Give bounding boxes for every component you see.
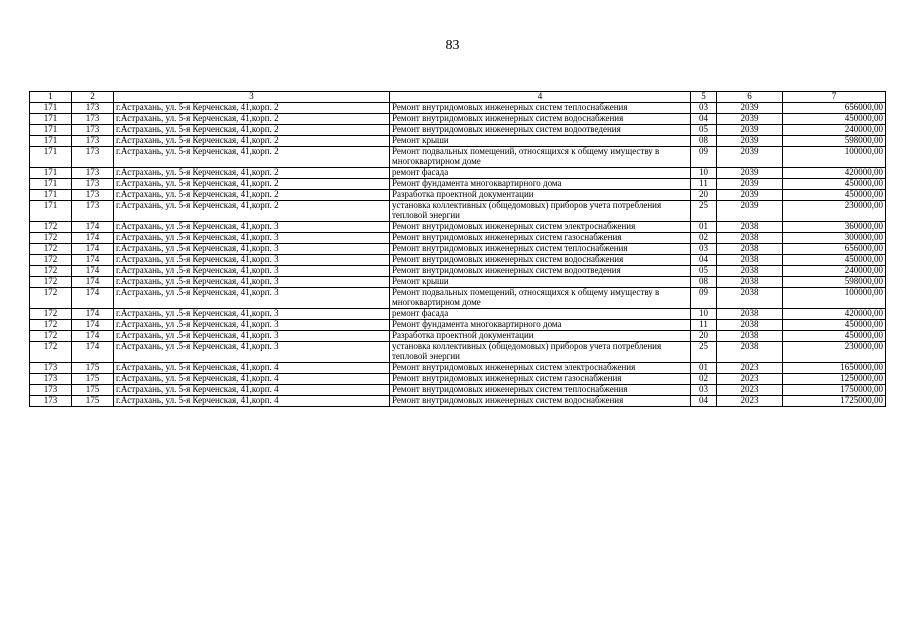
cell-work-code: 01: [691, 222, 717, 233]
header-cell-3: 3: [114, 92, 390, 103]
cell-year: 2038: [717, 266, 783, 277]
cell-work-type: установка коллективных (общедомовых) приборов учета потребления тепловой энергии: [390, 342, 691, 363]
cell-row-number: 173: [30, 396, 72, 407]
cell-address: г.Астрахань, ул .5-я Керченская, 41,корп. 3: [114, 288, 390, 309]
cell-work-code: 05: [691, 266, 717, 277]
cell-cost: 240000,00: [783, 125, 886, 136]
cell-house-number: 174: [72, 266, 114, 277]
cell-work-code: 10: [691, 168, 717, 179]
cell-cost: 450000,00: [783, 179, 886, 190]
cell-cost: 100000,00: [783, 288, 886, 309]
cell-address: г.Астрахань, ул .5-я Керченская, 41,корп. 3: [114, 255, 390, 266]
table-row: [30, 288, 886, 309]
cell-address: г.Астрахань, ул. 5-я Керченская, 41,корп. 4: [114, 374, 390, 385]
cell-house-number: 174: [72, 244, 114, 255]
cell-work-code: 05: [691, 125, 717, 136]
cell-house-number: 173: [72, 125, 114, 136]
cell-cost: 420000,00: [783, 168, 886, 179]
cell-row-number: 171: [30, 103, 72, 114]
cell-house-number: 173: [72, 136, 114, 147]
cell-house-number: 173: [72, 201, 114, 222]
cell-address: г.Астрахань, ул .5-я Керченская, 41,корп. 3: [114, 244, 390, 255]
cell-row-number: 173: [30, 374, 72, 385]
cell-cost: 656000,00: [783, 244, 886, 255]
cell-address: г.Астрахань, ул. 5-я Керченская, 41,корп. 2: [114, 114, 390, 125]
table-row: [30, 201, 886, 222]
cell-house-number: 174: [72, 277, 114, 288]
cell-work-type: Ремонт внутридомовых инженерных систем водоснабжения: [390, 114, 691, 125]
cell-cost: 450000,00: [783, 190, 886, 201]
cell-work-type: Разработка проектной документации: [390, 190, 691, 201]
cell-house-number: 173: [72, 103, 114, 114]
cell-row-number: 171: [30, 136, 72, 147]
cell-house-number: 173: [72, 179, 114, 190]
cell-work-code: 08: [691, 136, 717, 147]
cell-work-type: Ремонт внутридомовых инженерных систем водоснабжения: [390, 255, 691, 266]
cell-house-number: 173: [72, 168, 114, 179]
page-number: 83: [445, 38, 460, 53]
cell-row-number: 171: [30, 179, 72, 190]
cell-house-number: 175: [72, 374, 114, 385]
cell-work-type: Ремонт крыши: [390, 136, 691, 147]
cell-house-number: 175: [72, 385, 114, 396]
cell-work-type: Ремонт крыши: [390, 277, 691, 288]
cell-work-type: Ремонт фундамента многоквартирного дома: [390, 320, 691, 331]
cell-house-number: 174: [72, 320, 114, 331]
cell-work-type: Ремонт подвальных помещений, относящихся к общему имуществу в многоквартирном доме: [390, 147, 691, 168]
cell-house-number: 174: [72, 288, 114, 309]
cell-work-type: Ремонт внутридомовых инженерных систем газоснабжения: [390, 374, 691, 385]
header-cell-6: 6: [717, 92, 783, 103]
cell-year: 2023: [717, 396, 783, 407]
cell-year: 2038: [717, 320, 783, 331]
cell-house-number: 173: [72, 190, 114, 201]
cell-row-number: 171: [30, 201, 72, 222]
cell-cost: 230000,00: [783, 201, 886, 222]
table-row: [30, 179, 886, 190]
cell-address: г.Астрахань, ул .5-я Керченская, 41,корп. 3: [114, 233, 390, 244]
cell-year: 2038: [717, 277, 783, 288]
cell-work-code: 25: [691, 342, 717, 363]
cell-house-number: 174: [72, 233, 114, 244]
cell-address: г.Астрахань, ул .5-я Керченская, 41,корп. 3: [114, 266, 390, 277]
cell-work-code: 09: [691, 288, 717, 309]
cell-house-number: 174: [72, 342, 114, 363]
cell-row-number: 172: [30, 320, 72, 331]
cell-cost: 1650000,00: [783, 363, 886, 374]
table-row: [30, 168, 886, 179]
table-row: [30, 114, 886, 125]
cell-work-code: 02: [691, 233, 717, 244]
cell-row-number: 171: [30, 147, 72, 168]
table-row: [30, 396, 886, 407]
cell-work-type: ремонт фасада: [390, 309, 691, 320]
header-cell-7: 7: [783, 92, 886, 103]
cell-address: г.Астрахань, ул. 5-я Керченская, 41,корп. 4: [114, 385, 390, 396]
cell-year: 2023: [717, 363, 783, 374]
table-row: [30, 233, 886, 244]
cell-address: г.Астрахань, ул. 5-я Керченская, 41,корп. 2: [114, 136, 390, 147]
table-row: [30, 125, 886, 136]
cell-year: 2038: [717, 233, 783, 244]
cell-work-code: 09: [691, 147, 717, 168]
cell-work-type: Ремонт фундамента многоквартирного дома: [390, 179, 691, 190]
cell-address: г.Астрахань, ул. 5-я Керченская, 41,корп. 2: [114, 147, 390, 168]
cell-row-number: 172: [30, 255, 72, 266]
table-row: [30, 190, 886, 201]
cell-cost: 450000,00: [783, 320, 886, 331]
cell-work-code: 03: [691, 103, 717, 114]
table-row: [30, 147, 886, 168]
cell-year: 2039: [717, 201, 783, 222]
cell-year: 2038: [717, 331, 783, 342]
cell-house-number: 175: [72, 363, 114, 374]
cell-address: г.Астрахань, ул .5-я Керченская, 41,корп. 3: [114, 309, 390, 320]
table-row: [30, 277, 886, 288]
cell-cost: 1725000,00: [783, 396, 886, 407]
cell-address: г.Астрахань, ул. 5-я Керченская, 41,корп. 2: [114, 168, 390, 179]
cell-work-code: 03: [691, 385, 717, 396]
cell-work-type: Ремонт внутридомовых инженерных систем газоснабжения: [390, 233, 691, 244]
cell-year: 2038: [717, 309, 783, 320]
cell-work-code: 20: [691, 190, 717, 201]
cell-row-number: 171: [30, 168, 72, 179]
cell-work-type: Разработка проектной документации: [390, 331, 691, 342]
cell-work-code: 08: [691, 277, 717, 288]
table-row: [30, 385, 886, 396]
cell-year: 2038: [717, 255, 783, 266]
cell-house-number: 175: [72, 396, 114, 407]
cell-address: г.Астрахань, ул. 5-я Керченская, 41,корп. 2: [114, 125, 390, 136]
cell-year: 2038: [717, 222, 783, 233]
table-row: [30, 136, 886, 147]
cell-row-number: 172: [30, 331, 72, 342]
cell-work-code: 25: [691, 201, 717, 222]
header-cell-2: 2: [72, 92, 114, 103]
table-body: [30, 103, 886, 407]
cell-year: 2039: [717, 147, 783, 168]
cell-address: г.Астрахань, ул .5-я Керченская, 41,корп. 3: [114, 320, 390, 331]
cell-year: 2039: [717, 103, 783, 114]
cell-house-number: 173: [72, 114, 114, 125]
cell-cost: 1750000,00: [783, 385, 886, 396]
cell-work-type: ремонт фасада: [390, 168, 691, 179]
cell-work-code: 03: [691, 244, 717, 255]
header-cell-5: 5: [691, 92, 717, 103]
cell-work-type: Ремонт внутридомовых инженерных систем водоотведения: [390, 266, 691, 277]
cell-work-code: 04: [691, 255, 717, 266]
cell-year: 2023: [717, 385, 783, 396]
cell-address: г.Астрахань, ул. 5-я Керченская, 41,корп. 2: [114, 201, 390, 222]
cell-row-number: 172: [30, 288, 72, 309]
cell-row-number: 172: [30, 342, 72, 363]
cell-work-type: Ремонт внутридомовых инженерных систем водоснабжения: [390, 396, 691, 407]
cell-year: 2039: [717, 114, 783, 125]
cell-work-code: 04: [691, 114, 717, 125]
cell-house-number: 174: [72, 331, 114, 342]
cell-year: 2023: [717, 374, 783, 385]
cell-cost: 360000,00: [783, 222, 886, 233]
cell-work-code: 20: [691, 331, 717, 342]
table-row: [30, 342, 886, 363]
cell-work-type: Ремонт внутридомовых инженерных систем теплоснабжения: [390, 244, 691, 255]
cell-work-type: Ремонт внутридомовых инженерных систем теплоснабжения: [390, 103, 691, 114]
cell-cost: 420000,00: [783, 309, 886, 320]
cell-cost: 230000,00: [783, 342, 886, 363]
cell-row-number: 173: [30, 363, 72, 374]
cell-cost: 300000,00: [783, 233, 886, 244]
cell-row-number: 172: [30, 244, 72, 255]
table-row: [30, 103, 886, 114]
cell-house-number: 174: [72, 255, 114, 266]
cell-year: 2039: [717, 179, 783, 190]
cell-row-number: 171: [30, 114, 72, 125]
table-row: [30, 374, 886, 385]
cell-address: г.Астрахань, ул .5-я Керченская, 41,корп. 3: [114, 277, 390, 288]
cell-work-type: Ремонт внутридомовых инженерных систем водоотведения: [390, 125, 691, 136]
cell-row-number: 173: [30, 385, 72, 396]
header-cell-4: 4: [390, 92, 691, 103]
cell-work-code: 01: [691, 363, 717, 374]
cell-cost: 450000,00: [783, 114, 886, 125]
table-row: [30, 244, 886, 255]
table-row: [30, 320, 886, 331]
cell-work-code: 11: [691, 179, 717, 190]
cell-row-number: 171: [30, 125, 72, 136]
cell-work-code: 11: [691, 320, 717, 331]
cell-cost: 450000,00: [783, 255, 886, 266]
cell-house-number: 173: [72, 147, 114, 168]
cell-year: 2039: [717, 125, 783, 136]
cell-row-number: 172: [30, 277, 72, 288]
cell-house-number: 174: [72, 222, 114, 233]
cell-year: 2038: [717, 288, 783, 309]
cell-cost: 1250000,00: [783, 374, 886, 385]
cell-work-code: 04: [691, 396, 717, 407]
cell-work-type: Ремонт внутридомовых инженерных систем электроснабжения: [390, 363, 691, 374]
cell-row-number: 172: [30, 266, 72, 277]
cell-year: 2039: [717, 190, 783, 201]
cell-house-number: 174: [72, 309, 114, 320]
cell-address: г.Астрахань, ул. 5-я Керченская, 41,корп. 2: [114, 190, 390, 201]
cell-year: 2039: [717, 168, 783, 179]
cell-work-type: установка коллективных (общедомовых) приборов учета потребления тепловой энергии: [390, 201, 691, 222]
table-row: [30, 266, 886, 277]
table-row: [30, 309, 886, 320]
cell-year: 2039: [717, 136, 783, 147]
capital-repair-table: [29, 91, 886, 407]
header-cell-1: 1: [30, 92, 72, 103]
cell-work-type: Ремонт внутридомовых инженерных систем теплоснабжения: [390, 385, 691, 396]
cell-address: г.Астрахань, ул .5-я Керченская, 41,корп. 3: [114, 342, 390, 363]
table-row: [30, 331, 886, 342]
cell-address: г.Астрахань, ул .5-я Керченская, 41,корп. 3: [114, 222, 390, 233]
cell-year: 2038: [717, 244, 783, 255]
cell-address: г.Астрахань, ул. 5-я Керченская, 41,корп. 2: [114, 179, 390, 190]
cell-work-type: Ремонт внутридомовых инженерных систем электроснабжения: [390, 222, 691, 233]
table-row: [30, 255, 886, 266]
cell-cost: 240000,00: [783, 266, 886, 277]
table-row: [30, 222, 886, 233]
cell-cost: 598000,00: [783, 277, 886, 288]
cell-cost: 450000,00: [783, 331, 886, 342]
cell-row-number: 172: [30, 233, 72, 244]
cell-work-code: 02: [691, 374, 717, 385]
cell-address: г.Астрахань, ул. 5-я Керченская, 41,корп. 4: [114, 363, 390, 374]
cell-work-code: 10: [691, 309, 717, 320]
cell-year: 2038: [717, 342, 783, 363]
cell-address: г.Астрахань, ул. 5-я Керченская, 41,корп. 4: [114, 396, 390, 407]
cell-address: г.Астрахань, ул. 5-я Керченская, 41,корп. 2: [114, 103, 390, 114]
cell-row-number: 171: [30, 190, 72, 201]
cell-cost: 598000,00: [783, 136, 886, 147]
cell-cost: 656000,00: [783, 103, 886, 114]
cell-cost: 100000,00: [783, 147, 886, 168]
cell-address: г.Астрахань, ул .5-я Керченская, 41,корп. 3: [114, 331, 390, 342]
table-row: [30, 363, 886, 374]
cell-work-type: Ремонт подвальных помещений, относящихся к общему имуществу в многоквартирном доме: [390, 288, 691, 309]
cell-row-number: 172: [30, 222, 72, 233]
cell-row-number: 172: [30, 309, 72, 320]
header-row: [30, 92, 886, 103]
